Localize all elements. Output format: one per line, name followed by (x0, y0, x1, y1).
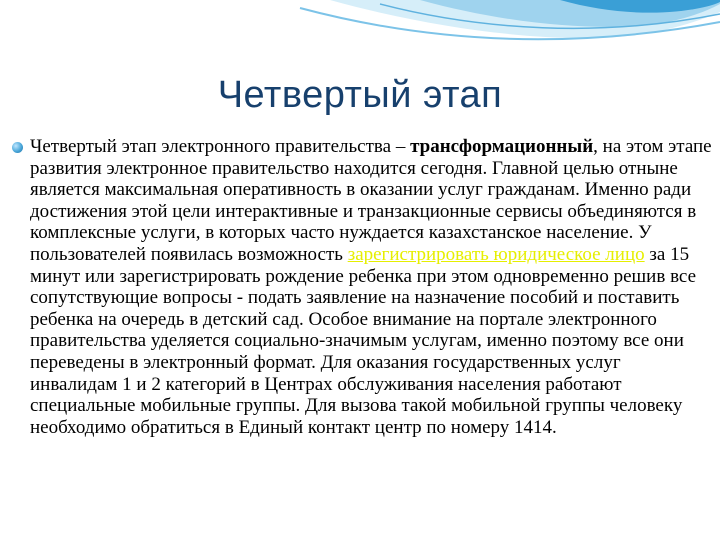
bullet-icon (12, 142, 23, 153)
paragraph (30, 136, 712, 438)
slide-title: Четвертый этап (217, 74, 503, 116)
content-block (12, 136, 712, 438)
register-legal-entity-link[interactable]: зарегистрировать юридическое лицо (347, 243, 645, 265)
paragraph-bold: трансформационный (410, 136, 594, 157)
paragraph-part-2: , на этом этапе развития электронное правительство находится сегодня. Главной целью отныне является максимальная оперативность в оказании услуг гражданам. Именно ради достижения этой цели интерактивные и транзакционные сервисы объединяются в комплексные услуги, в которых часто нуждается казахстанское население. У пользователей появилась возможность (30, 136, 712, 265)
paragraph-part-3: за 15 минут или зарегистрировать рождение ребенка при этом одновременно решив все сопутствующие вопросы - подать заявление на назначение пособий и поставить ребенка на очередь в детский сад. Особое внимание на портале электронного правительства уделяется социально-значимым услугам, именно поэтому все они переведены в электронный формат. Для оказания государственных услуг инвалидам 1 и 2 категорий в Центрах обслуживания населения работают специальные мобильные группы. Для вызова такой мобильной группы человеку необходимо обратиться в Единый контакт центр по номеру 1414. (30, 243, 697, 438)
paragraph-part-1: Четвертый этап электронного правительства – (30, 136, 411, 157)
